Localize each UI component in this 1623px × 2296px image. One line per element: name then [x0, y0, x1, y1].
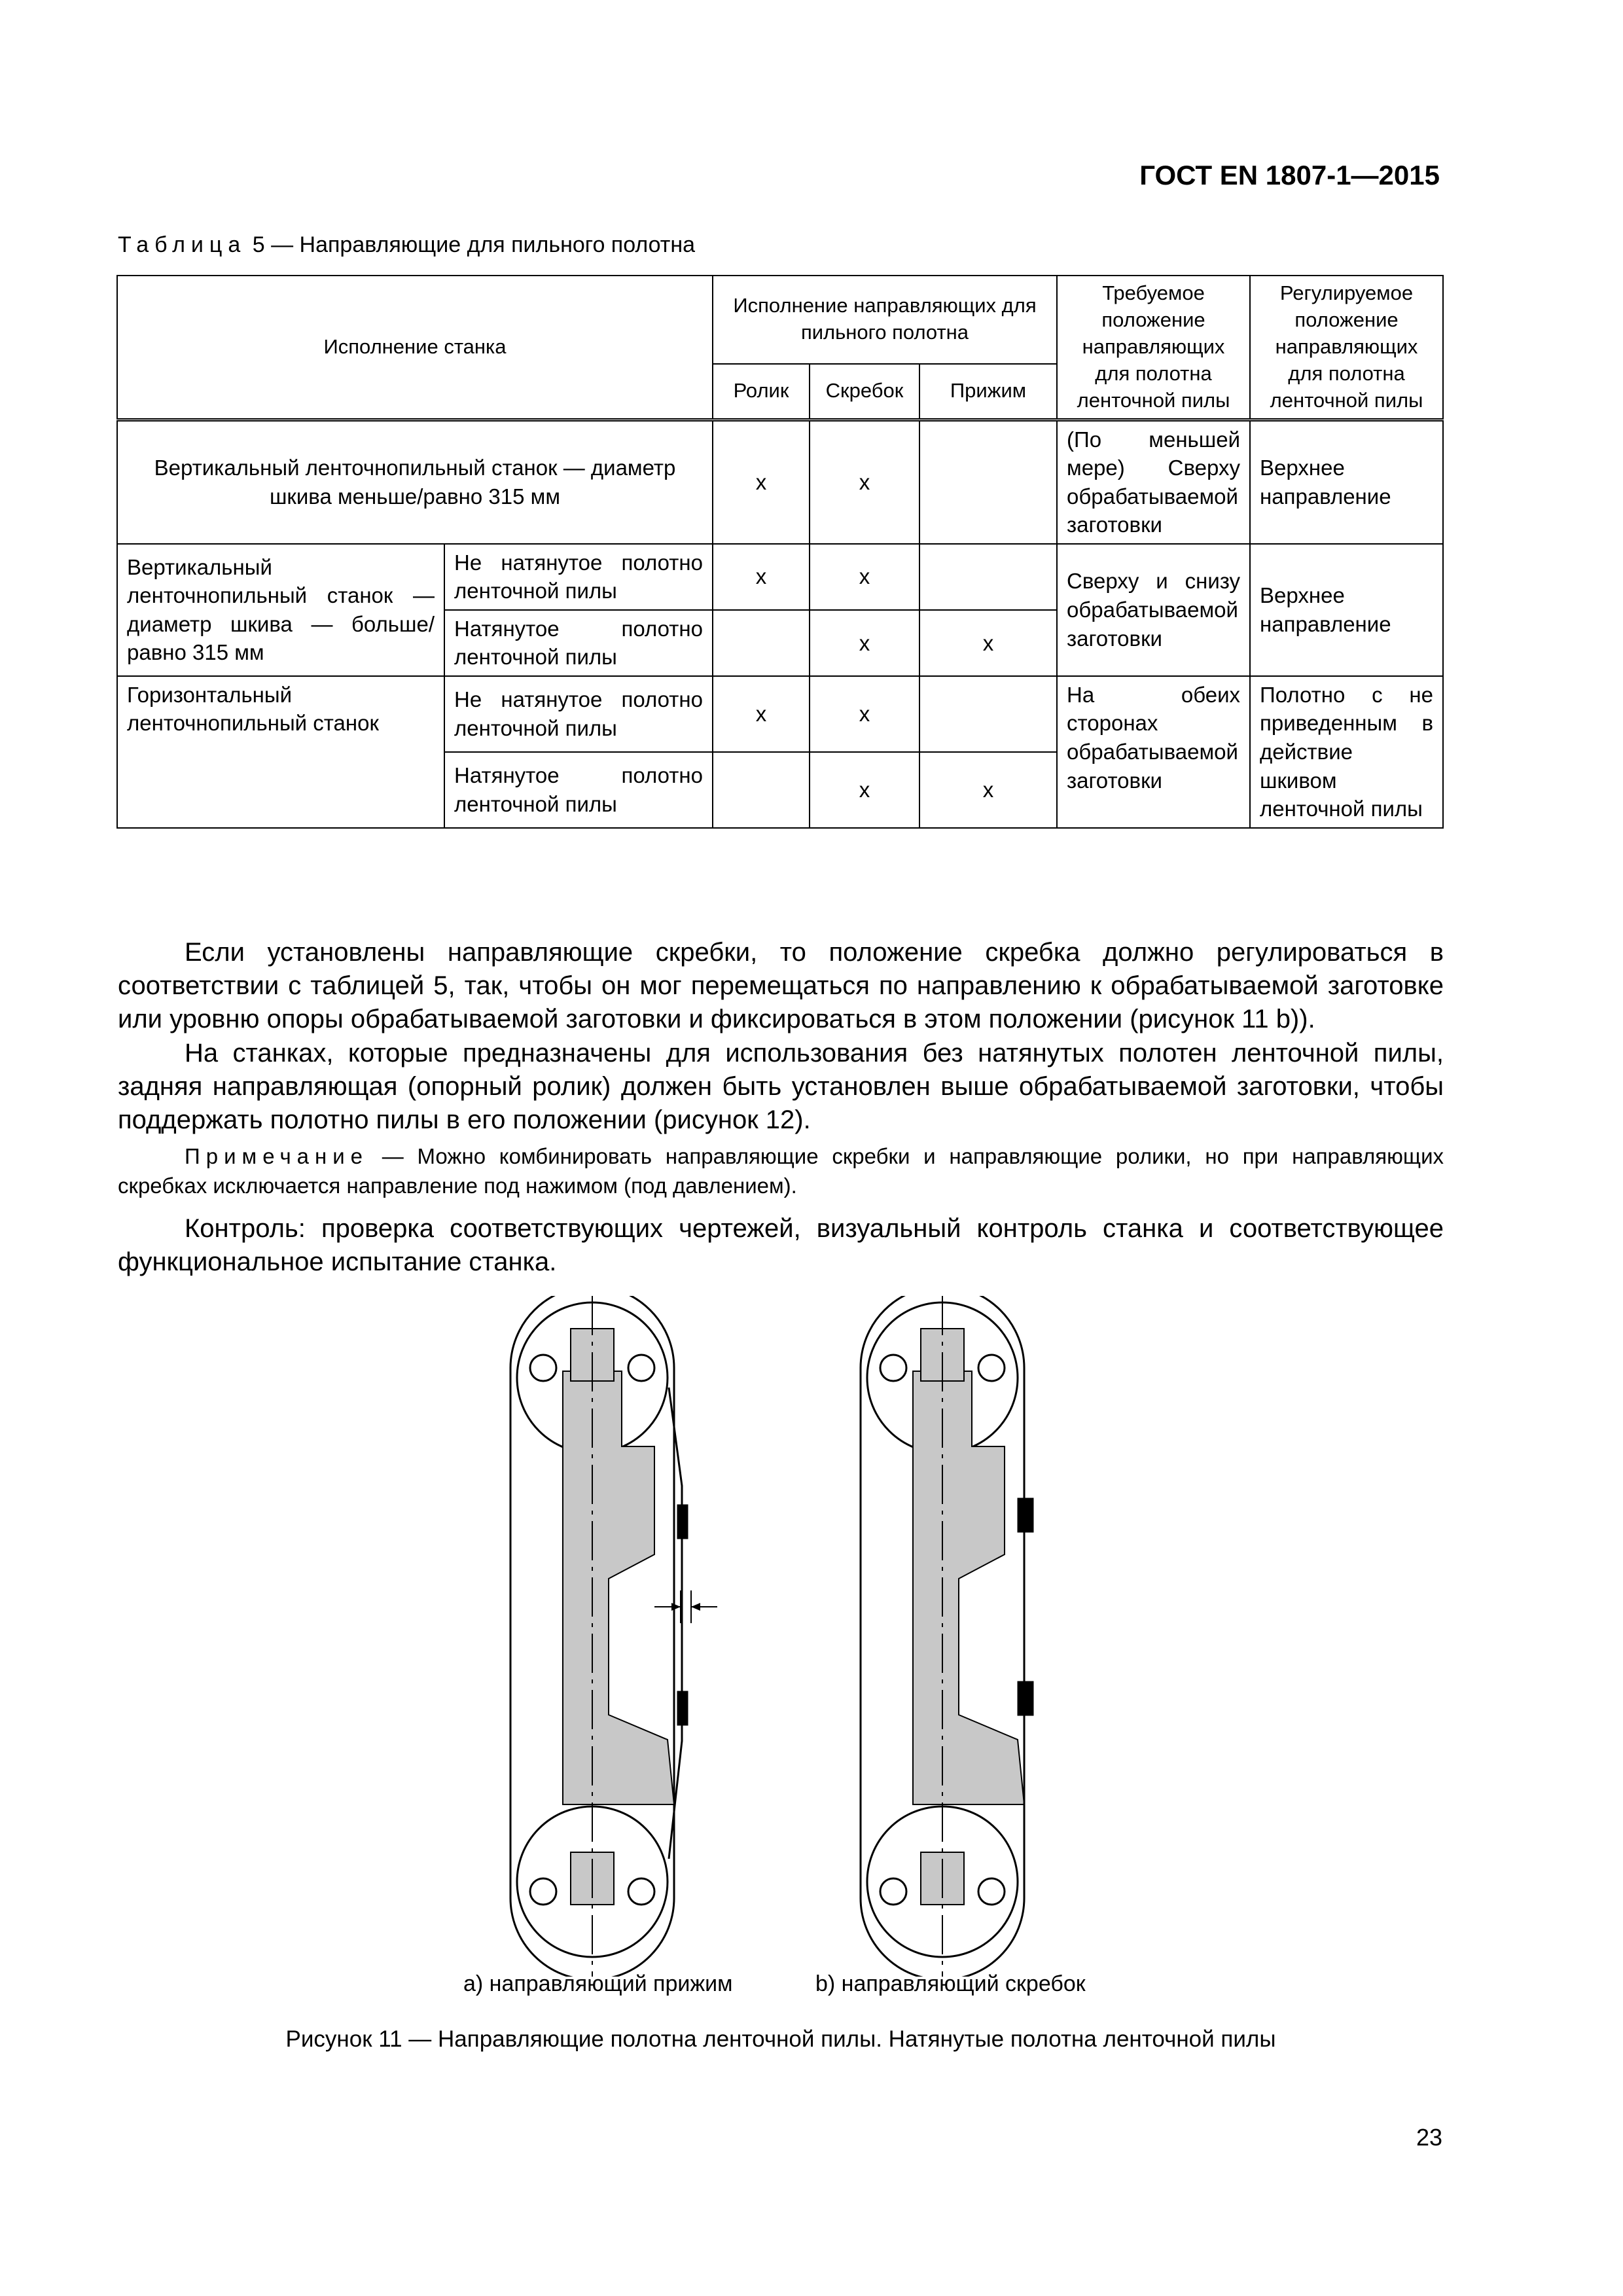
row2b-state: Натянутое полотно ленточной пилы — [444, 610, 713, 676]
table-caption — [118, 232, 695, 258]
guides-table — [116, 275, 1444, 829]
row3a-clamp — [919, 676, 1057, 752]
wheel-hole-icon — [880, 1878, 906, 1905]
wheel-hole-icon — [530, 1355, 556, 1381]
header-guides-group: Исполнение направляющих для пильного полотна — [713, 276, 1057, 364]
row2-adjustable: Верхнее направление — [1250, 544, 1443, 676]
table-row — [117, 676, 1443, 752]
row2a-scraper: x — [810, 544, 919, 610]
table-header-row — [117, 276, 1443, 364]
header-roller: Ролик — [713, 364, 810, 420]
table-caption-title: 5 — Направляющие для пильного полотна — [246, 232, 696, 257]
row2b-clamp: x — [919, 610, 1057, 676]
figure-b-scraper-guide — [861, 1296, 1033, 1977]
row3b-state: Натянутое полотно ленточной пилы — [444, 752, 713, 828]
paragraph-scraper-guides: Если установлены направляющие скребки, то положение скребка должно регулироваться в соответствии с таблицей 5, так, чтобы он мог перемещаться по направлению к обрабатываемой заготовке или уровню опоры обрабатываемой заготовки и фиксироваться в этом положении (рисунок 11 b)). — [118, 938, 1444, 1034]
row1-machine: Вертикальный ленточнопильный станок — диаметр шкива меньше/равно 315 мм — [117, 420, 713, 544]
row3b-roller — [713, 752, 810, 828]
row3-machine: Горизонтальный ленточнопильный станок — [117, 676, 444, 828]
row3a-scraper: x — [810, 676, 919, 752]
header-clamp: Прижим — [919, 364, 1057, 420]
row3-required: На обеих сторонах обрабатываемой заготовки — [1057, 676, 1250, 828]
body-paragraphs — [118, 936, 1444, 1137]
table-row — [117, 544, 1443, 610]
lower-scraper-guide-icon — [1018, 1682, 1033, 1715]
wheel-hole-icon — [978, 1355, 1005, 1381]
table-caption-label: Таблица — [118, 232, 247, 257]
arrowhead-icon — [691, 1603, 700, 1611]
row3b-scraper: x — [810, 752, 919, 828]
row1-adjustable: Верхнее направление — [1250, 420, 1443, 544]
figure-a-clamp-guide — [510, 1296, 717, 1977]
control-paragraph — [118, 1212, 1444, 1279]
note — [118, 1142, 1444, 1201]
lower-clamp-guide-icon — [678, 1692, 687, 1725]
paragraph-control: Контроль: проверка соответствующих чертежей, визуальный контроль станка и соответствующее функциональное испытание станка. — [118, 1214, 1444, 1277]
row3-adjustable: Полотно с не приведенным в действие шкивом ленточной пилы — [1250, 676, 1443, 828]
figure-band-saw-guides — [458, 1296, 1145, 1977]
row3a-roller: x — [713, 676, 810, 752]
row1-roller: x — [713, 420, 810, 544]
header-adjustable-position: Регулируемое положение направляющих для полотна ленточной пилы — [1250, 276, 1443, 420]
page-number: 23 — [1416, 2124, 1442, 2151]
row3a-state: Не натянутое полотно ленточной пилы — [444, 676, 713, 752]
wheel-hole-icon — [628, 1878, 654, 1905]
row2-required: Сверху и снизу обрабатываемой заготовки — [1057, 544, 1250, 676]
upper-scraper-guide-icon — [1018, 1499, 1033, 1532]
row1-required: (По меньшей мере) Сверху обрабатываемой заготовки — [1057, 420, 1250, 544]
arrowhead-icon — [671, 1603, 681, 1611]
header-machine: Исполнение станка — [117, 276, 713, 420]
figure-b-label: b) направляющий скребок — [815, 1971, 1086, 1996]
standard-designation: ГОСТ EN 1807-1—2015 — [1139, 160, 1440, 190]
wheel-hole-icon — [628, 1355, 654, 1381]
row2-machine: Вертикальный ленточнопильный станок — диаметр шкива — больше/равно 315 мм — [117, 544, 444, 676]
row2a-state: Не натянутое полотно ленточной пилы — [444, 544, 713, 610]
table-row — [117, 420, 1443, 544]
row1-scraper: x — [810, 420, 919, 544]
wheel-hole-icon — [880, 1355, 906, 1381]
row2b-scraper: x — [810, 610, 919, 676]
row2a-roller: x — [713, 544, 810, 610]
figure-caption: Рисунок 11 — Направляющие полотна ленточной пилы. Натянутые полотна ленточной пилы — [285, 2026, 1276, 2052]
header-required-position: Требуемое положение направляющих для полотна ленточной пилы — [1057, 276, 1250, 420]
wheel-hole-icon — [530, 1878, 556, 1905]
row2b-roller — [713, 610, 810, 676]
row1-clamp — [919, 420, 1057, 544]
header-scraper: Скребок — [810, 364, 919, 420]
upper-clamp-guide-icon — [678, 1505, 687, 1538]
row2a-clamp — [919, 544, 1057, 610]
note-text: — Можно комбинировать направляющие скребки и направляющие ролики, но при направляющих скребках исключается направление под нажимом (под давлением). — [118, 1144, 1444, 1198]
row3b-clamp: x — [919, 752, 1057, 828]
paragraph-rear-guide: На станках, которые предназначены для использования без натянутых полотен ленточной пилы, задняя направляющая (опорный ролик) должен быть установлен выше обрабатываемой заготовки, чтобы поддержать полотно пилы в его положении (рисунок 12). — [118, 1038, 1444, 1134]
note-label: Примечание — [185, 1144, 369, 1168]
figure-a-label: а) направляющий прижим — [463, 1971, 733, 1996]
wheel-hole-icon — [978, 1878, 1005, 1905]
